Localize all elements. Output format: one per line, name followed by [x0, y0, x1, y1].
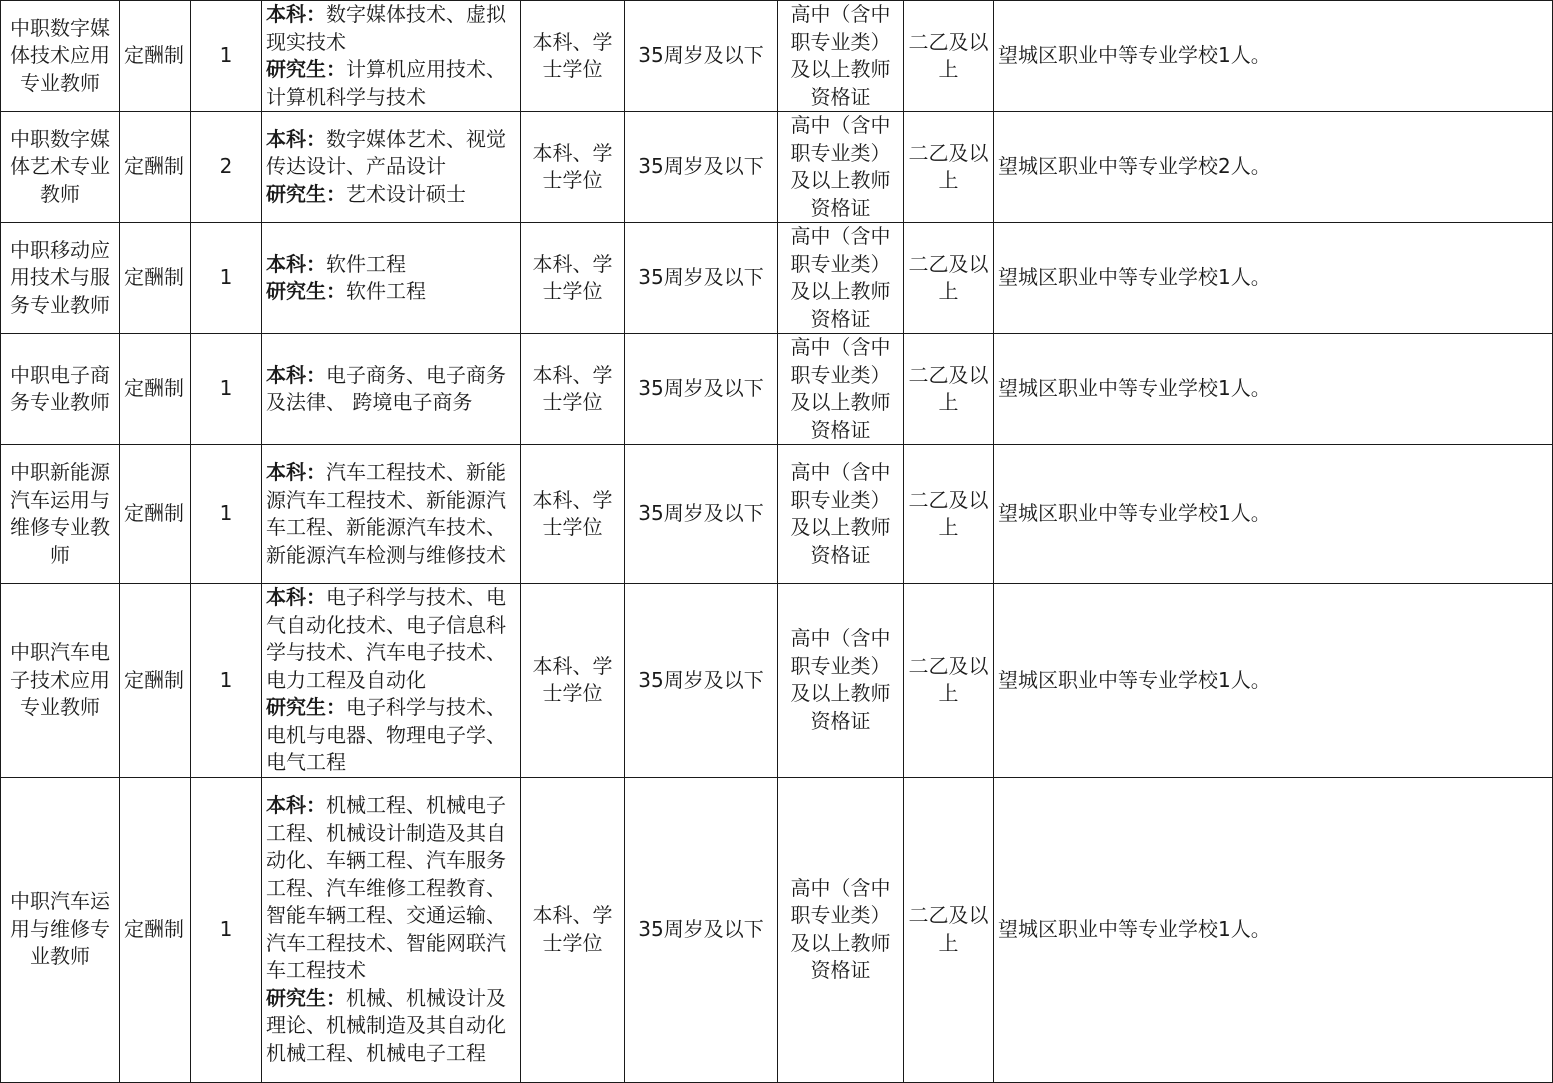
undergrad-majors: 电子科学与技术、电气自动化技术、电子信息科学与技术、汽车电子技术、电力工程及自动化 [266, 585, 506, 692]
grad-majors: 计算机应用技术、计算机科学与技术 [266, 57, 506, 109]
age-cell: 35周岁及以下 [625, 445, 778, 584]
major-cell [262, 223, 521, 334]
mandarin-level-cell: 二乙及以上 [904, 1, 994, 112]
staffing-type-cell: 定酬制 [120, 112, 191, 223]
mandarin-level-cell: 二乙及以上 [904, 112, 994, 223]
certificate-cell: 高中（含中职专业类）及以上教师资格证 [778, 223, 904, 334]
grad-label: 研究生： [266, 57, 346, 81]
age-cell: 35周岁及以下 [625, 334, 778, 445]
education-cell: 本科、学士学位 [521, 777, 625, 1082]
grad-label: 研究生： [266, 181, 346, 206]
grad-label: 研究生： [266, 985, 346, 1010]
major-cell [262, 445, 521, 584]
undergrad-label: 本科： [266, 460, 326, 484]
count-cell: 1 [191, 223, 262, 334]
position-cell: 中职移动应用技术与服务专业教师 [1, 223, 120, 334]
position-cell: 中职数字媒体技术应用专业教师 [1, 1, 120, 112]
grad-majors: 艺术设计硕士 [346, 181, 466, 206]
table-row [1, 777, 1553, 1082]
education-cell: 本科、学士学位 [521, 1, 625, 112]
count-cell: 1 [191, 584, 262, 778]
certificate-cell: 高中（含中职专业类）及以上教师资格证 [778, 112, 904, 223]
major-cell [262, 777, 521, 1082]
position-cell: 中职汽车电子技术应用专业教师 [1, 584, 120, 778]
note-cell: 望城区职业中等专业学校1人。 [994, 445, 1553, 584]
major-cell [262, 1, 521, 112]
education-cell: 本科、学士学位 [521, 584, 625, 778]
major-cell [262, 334, 521, 445]
mandarin-level-cell: 二乙及以上 [904, 777, 994, 1082]
education-cell: 本科、学士学位 [521, 445, 625, 584]
undergrad-label: 本科： [266, 126, 326, 151]
major-cell [262, 112, 521, 223]
table-row [1, 1, 1553, 112]
age-cell: 35周岁及以下 [625, 112, 778, 223]
position-cell: 中职数字媒体艺术专业教师 [1, 112, 120, 223]
grad-majors: 机械、机械设计及理论、机械制造及其自动化机械工程、机械电子工程 [266, 985, 506, 1065]
staffing-type-cell: 定酬制 [120, 1, 191, 112]
undergrad-majors: 数字媒体艺术、视觉传达设计、产品设计 [266, 126, 506, 179]
note-cell: 望城区职业中等专业学校1人。 [994, 1, 1553, 112]
note-cell: 望城区职业中等专业学校1人。 [994, 334, 1553, 445]
certificate-cell: 高中（含中职专业类）及以上教师资格证 [778, 334, 904, 445]
undergrad-label: 本科： [266, 793, 326, 817]
note-cell: 望城区职业中等专业学校1人。 [994, 584, 1553, 778]
undergrad-label: 本科： [266, 585, 326, 609]
staffing-type-cell: 定酬制 [120, 777, 191, 1082]
staffing-type-cell: 定酬制 [120, 445, 191, 584]
undergrad-label: 本科： [266, 362, 326, 387]
certificate-cell: 高中（含中职专业类）及以上教师资格证 [778, 584, 904, 778]
grad-majors: 软件工程 [346, 279, 426, 303]
count-cell: 1 [191, 334, 262, 445]
grad-label: 研究生： [266, 279, 346, 303]
count-cell: 1 [191, 777, 262, 1082]
table-row [1, 112, 1553, 223]
mandarin-level-cell: 二乙及以上 [904, 334, 994, 445]
note-cell: 望城区职业中等专业学校2人。 [994, 112, 1553, 223]
note-cell: 望城区职业中等专业学校1人。 [994, 777, 1553, 1082]
age-cell: 35周岁及以下 [625, 1, 778, 112]
table-row [1, 334, 1553, 445]
age-cell: 35周岁及以下 [625, 584, 778, 778]
certificate-cell: 高中（含中职专业类）及以上教师资格证 [778, 445, 904, 584]
grad-label: 研究生： [266, 695, 346, 719]
mandarin-level-cell: 二乙及以上 [904, 584, 994, 778]
staffing-type-cell: 定酬制 [120, 223, 191, 334]
mandarin-level-cell: 二乙及以上 [904, 223, 994, 334]
undergrad-label: 本科： [266, 251, 326, 276]
undergrad-majors: 机械工程、机械电子工程、机械设计制造及其自动化、车辆工程、汽车服务工程、汽车维修工程教育、智能车辆工程、交通运输、汽车工程技术、智能网联汽车工程技术 [266, 793, 506, 982]
position-cell: 中职新能源汽车运用与维修专业教师 [1, 445, 120, 584]
table-row [1, 223, 1553, 334]
mandarin-level-cell: 二乙及以上 [904, 445, 994, 584]
count-cell: 1 [191, 1, 262, 112]
undergrad-majors: 软件工程 [326, 251, 406, 276]
undergrad-majors: 电子商务、电子商务及法律、 跨境电子商务 [266, 362, 506, 414]
count-cell: 1 [191, 445, 262, 584]
table-row [1, 445, 1553, 584]
education-cell: 本科、学士学位 [521, 223, 625, 334]
position-cell: 中职汽车运用与维修专业教师 [1, 777, 120, 1082]
age-cell: 35周岁及以下 [625, 223, 778, 334]
education-cell: 本科、学士学位 [521, 112, 625, 223]
age-cell: 35周岁及以下 [625, 777, 778, 1082]
table-row [1, 584, 1553, 778]
certificate-cell: 高中（含中职专业类）及以上教师资格证 [778, 1, 904, 112]
grad-majors: 电子科学与技术、电机与电器、物理电子学、电气工程 [266, 695, 506, 774]
undergrad-majors: 汽车工程技术、新能源汽车工程技术、新能源汽车工程、新能源汽车技术、新能源汽车检测与维修技术 [266, 460, 506, 567]
note-cell: 望城区职业中等专业学校1人。 [994, 223, 1553, 334]
certificate-cell: 高中（含中职专业类）及以上教师资格证 [778, 777, 904, 1082]
count-cell: 2 [191, 112, 262, 223]
staffing-type-cell: 定酬制 [120, 334, 191, 445]
undergrad-majors: 数字媒体技术、虚拟现实技术 [266, 2, 506, 54]
major-cell [262, 584, 521, 778]
education-cell: 本科、学士学位 [521, 334, 625, 445]
undergrad-label: 本科： [266, 2, 326, 26]
staffing-type-cell: 定酬制 [120, 584, 191, 778]
position-cell: 中职电子商务专业教师 [1, 334, 120, 445]
